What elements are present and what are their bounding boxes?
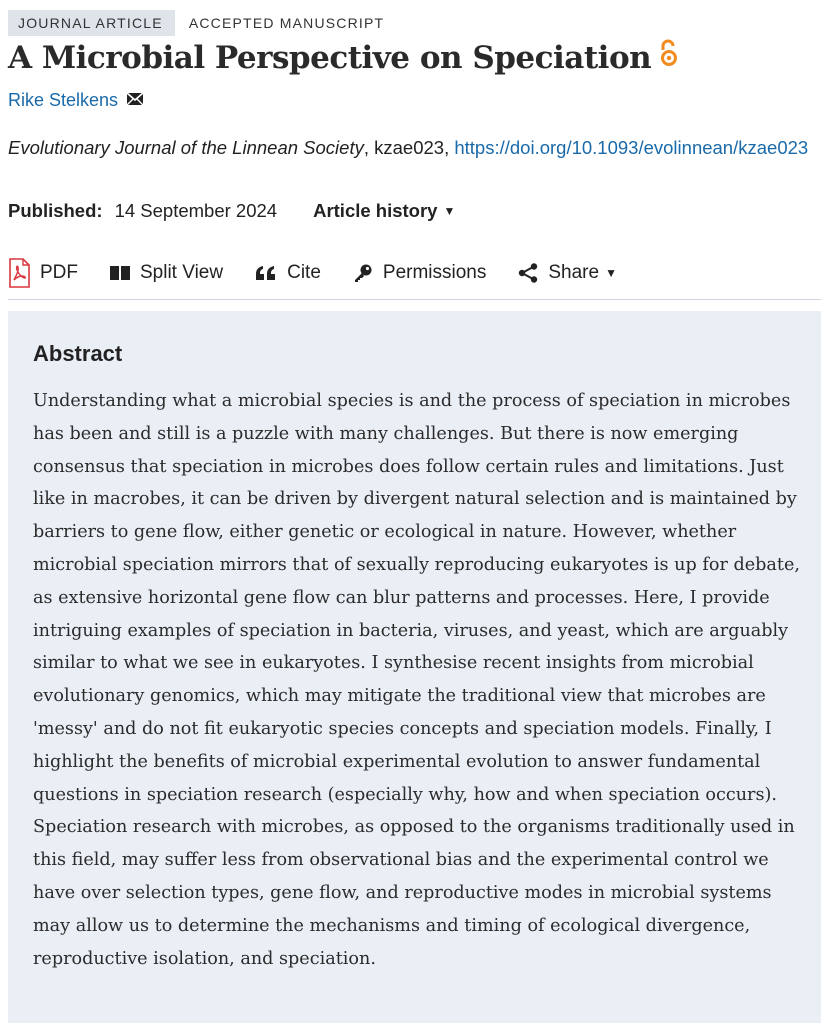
manuscript-status: ACCEPTED MANUSCRIPT [188,15,385,31]
open-access-icon [659,38,679,76]
citation-line [8,132,823,164]
chevron-down-icon: ▼ [605,266,617,280]
mail-icon[interactable] [126,90,144,111]
split-view-icon [110,265,130,281]
article-type-badge: JOURNAL ARTICLE [8,10,175,36]
article-tags [8,10,384,36]
article-id: , kzae023, [363,137,455,158]
split-view-label: Split View [140,262,224,283]
doi-link[interactable]: https://doi.org/10.1093/evolinnean/kzae023 [454,137,809,158]
publication-info [8,200,455,222]
key-icon [353,263,373,283]
share-icon [518,263,538,283]
pdf-icon [8,258,30,288]
cite-button[interactable] [255,262,321,284]
published-date: 14 September 2024 [114,200,278,221]
chevron-down-icon: ▼ [443,204,456,218]
share-label: Share [548,262,600,283]
article-history-toggle[interactable] [313,200,455,222]
pdf-button[interactable] [8,258,78,288]
permissions-label: Permissions [382,262,487,283]
author-link[interactable]: Rike Stelkens [8,90,119,110]
abstract-heading: Abstract [33,341,123,366]
share-button[interactable] [518,262,617,284]
permissions-button[interactable] [353,262,486,284]
toolbar-divider [8,299,821,300]
quote-icon [255,265,277,281]
abstract-section [8,311,821,1023]
article-title-text: A Microbial Perspective on Speciation [8,40,652,76]
article-history-label: Article history [313,200,438,221]
article-toolbar [8,256,821,290]
author-line [8,90,144,111]
article-title [8,40,679,79]
published-label: Published: [8,200,103,221]
journal-name: Evolutionary Journal of the Linnean Society [8,137,364,158]
pdf-label: PDF [40,262,78,283]
abstract-text: Understanding what a microbial species is and the process of speciation in microbes has been and still is a puzzle with many challenges. But there is now emerging consensus that speciation in microbes does follow certain rules and limitations. Just like in macrobes, it can be driven by divergent natural selection and is maintained by barriers to gene flow, either genetic or ecological in nature. However, whether microbial speciation mirrors that of sexually reproducing eukaryotes is up for debate, as extensive horizontal gene flow can blur patterns and processes. Here, I provide intriguing examples of speciation in bacteria, viruses, and yeast, which are arguably similar to what we see in eukaryotes. I synthesise recent insights from microbial evolutionary genomics, which may mitigate the traditional view that microbes are 'messy' and do not fit eukaryotic species concepts and speciation models. Finally, I highlight the benefits of microbial experimental evolution to answer fundamental questions in speciation research (especially why, how and when speciation occurs). Speciation research with microbes, as opposed to the organisms traditionally used in this field, may suffer less from observational bias and the experimental control we have over selection types, gene flow, and reproductive modes in microbial systems may allow us to determine the mechanisms and timing of ecological divergence, reproductive isolation, and speciation. [33,391,800,969]
split-view-button[interactable] [110,262,223,284]
cite-label: Cite [287,262,321,283]
